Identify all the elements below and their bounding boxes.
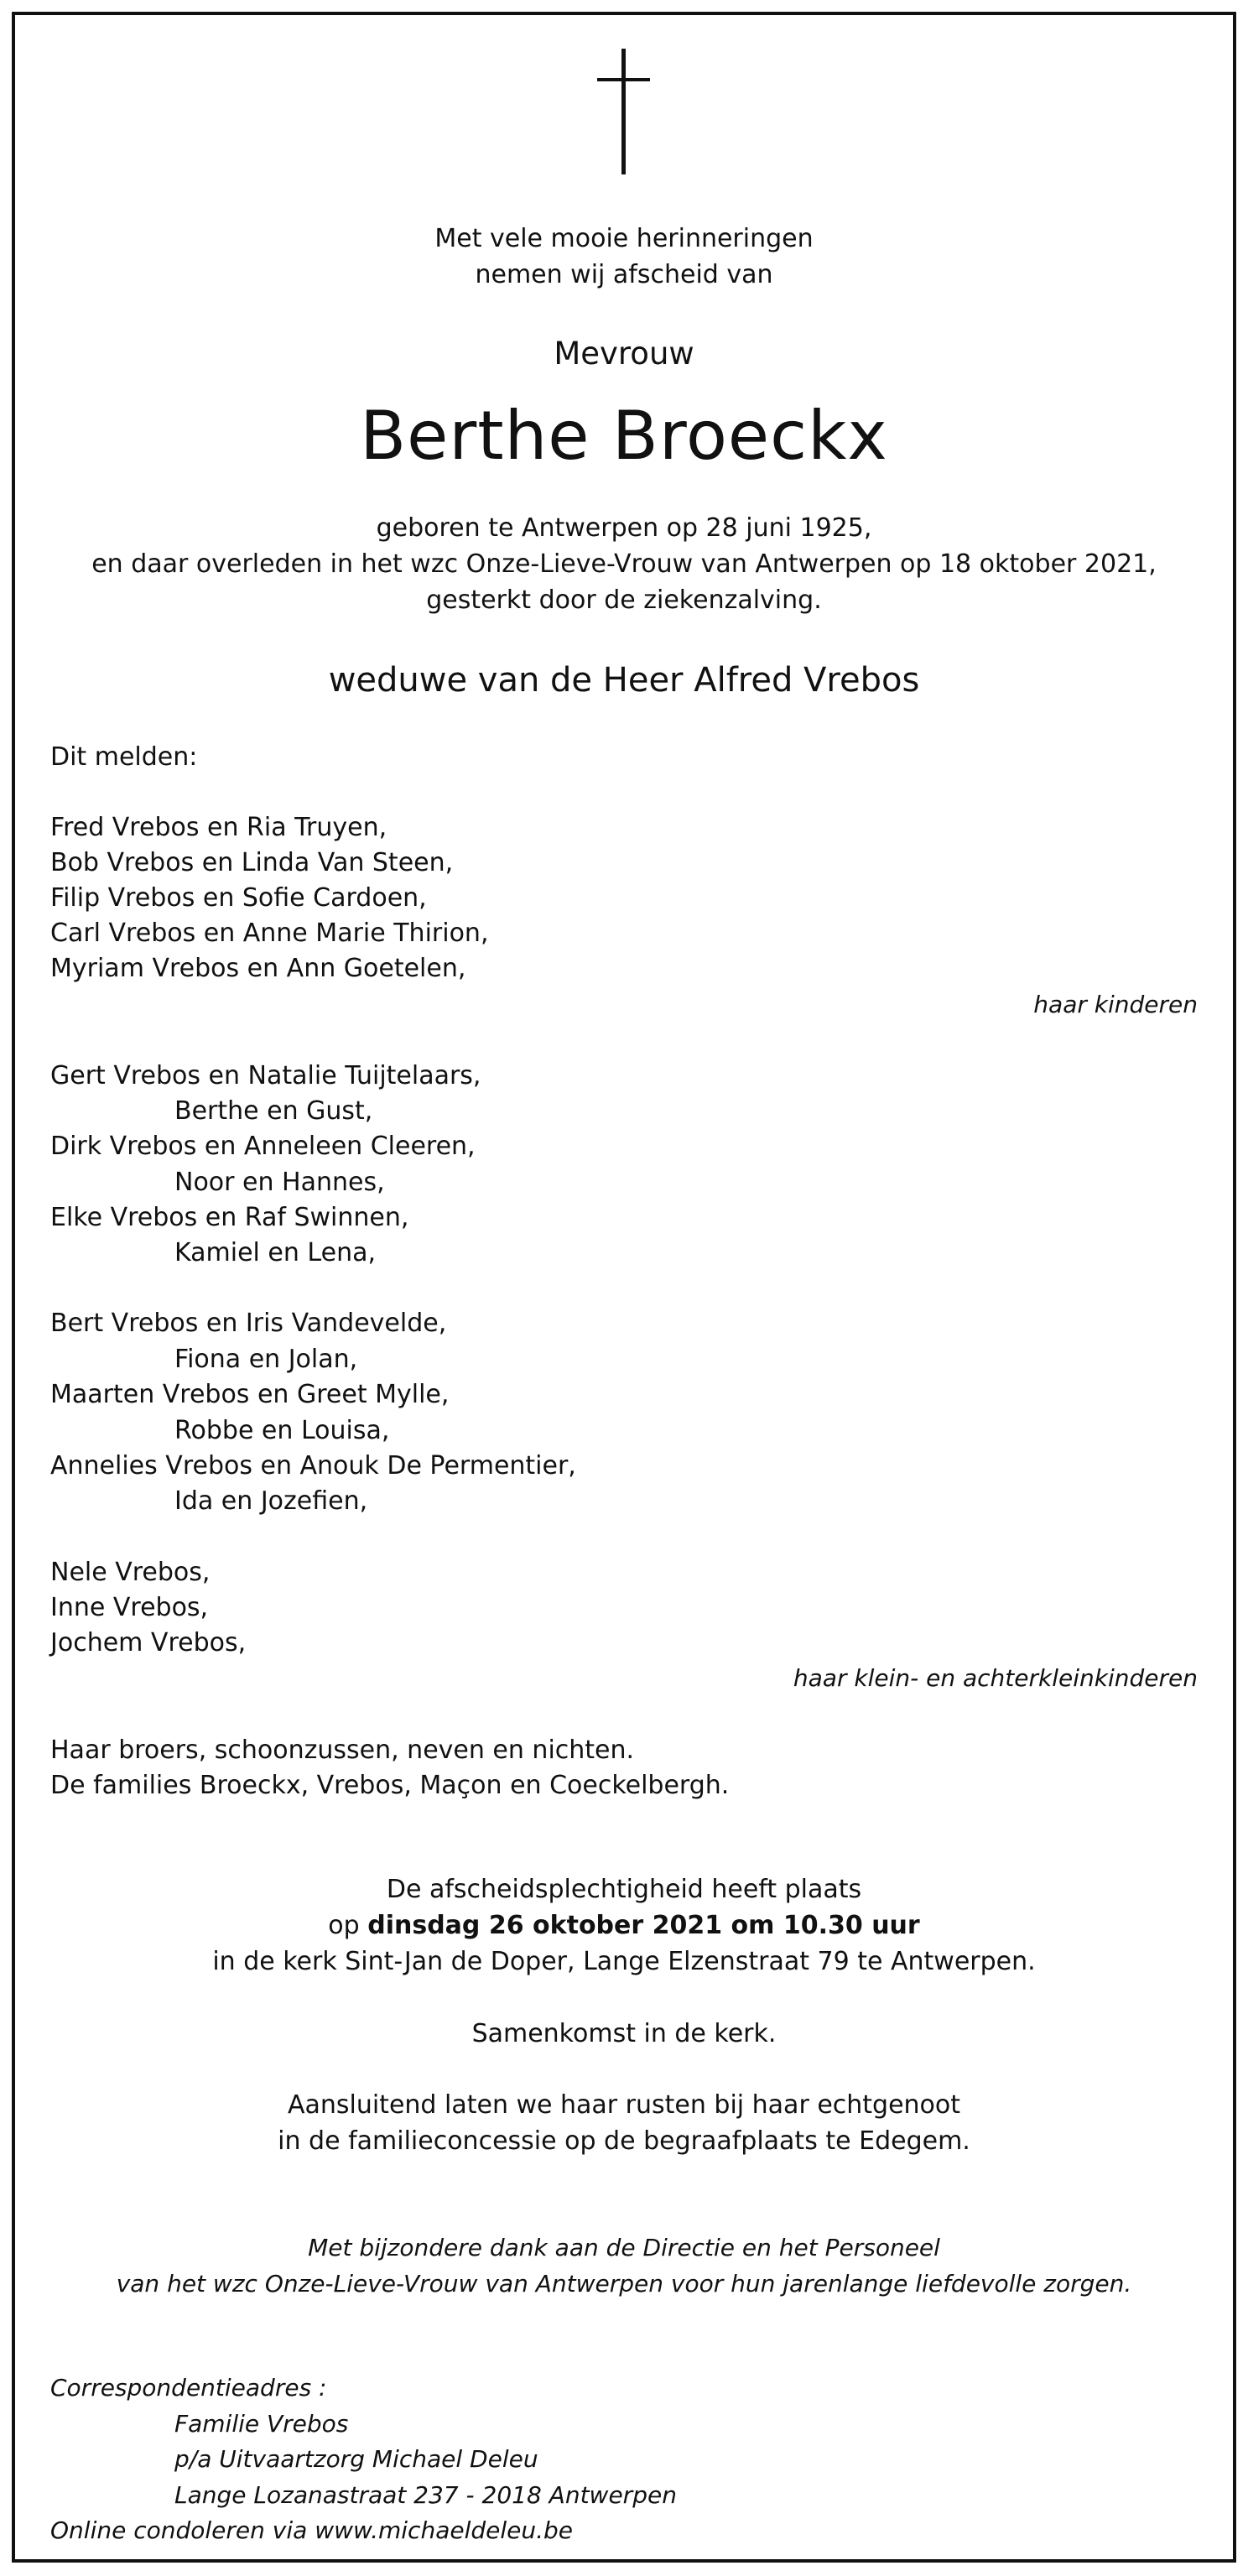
list-item: Ida en Jozefien, [174, 1486, 368, 1516]
burial-info [0, 2087, 1248, 2159]
list-item: Nele Vrebos, [50, 1558, 211, 1587]
ceremony-line-2 [0, 1907, 1248, 1944]
intro-text [0, 221, 1248, 293]
burial-line-2: in de familieconcessie op de begraafplaats te Edegem. [278, 2126, 970, 2156]
ceremony-info [0, 1871, 1248, 1980]
widow-line: weduwe van de Heer Alfred Vrebos [328, 661, 920, 700]
birth-line-3: gesterkt door de ziekenzalving. [426, 585, 822, 615]
online-condolence: Online condoleren via www.michaeldeleu.be [50, 2516, 574, 2544]
relatives [50, 1733, 729, 1803]
relatives-line-1: Haar broers, schoonzussen, neven en nichten. [50, 1736, 635, 1765]
list-item: Noor en Hannes, [174, 1168, 385, 1197]
ceremony-prefix: op [328, 1911, 360, 1940]
list-item: Fiona en Jolan, [174, 1345, 358, 1374]
intro-line-2: nemen wij afscheid van [475, 260, 773, 289]
gathering-note: Samenkomst in de kerk. [471, 2019, 777, 2048]
list-item: Dirk Vrebos en Anneleen Cleeren, [50, 1132, 476, 1161]
birth-death-info [0, 510, 1248, 618]
ceremony-line-1: De afscheidsplechtigheid heeft plaats [386, 1875, 862, 1904]
list-item: Kamiel en Lena, [174, 1238, 376, 1267]
thanks-note [0, 2230, 1248, 2302]
list-item: Berthe en Gust, [174, 1096, 373, 1126]
children-list [50, 810, 488, 986]
list-item: Bob Vrebos en Linda Van Steen, [50, 848, 454, 877]
list-item: Maarten Vrebos en Greet Mylle, [50, 1380, 450, 1409]
birth-line-2: en daar overleden in het wzc Onze-Lieve-Vrouw van Antwerpen op 18 oktober 2021, [91, 549, 1157, 579]
list-item: Myriam Vrebos en Ann Goetelen, [50, 954, 466, 983]
correspondence-line-1: Familie Vrebos [174, 2410, 349, 2438]
correspondence-line-2: p/a Uitvaartzorg Michael Deleu [174, 2445, 538, 2473]
list-item: Inne Vrebos, [50, 1593, 209, 1622]
correspondence-label: Correspondentieadres : [50, 2374, 327, 2402]
list-item: Bert Vrebos en Iris Vandevelde, [50, 1309, 447, 1338]
list-item: Robbe en Louisa, [174, 1416, 390, 1445]
birth-line-1: geboren te Antwerpen op 28 juni 1925, [376, 513, 872, 543]
intro-line-1: Met vele mooie herinneringen [434, 224, 814, 253]
grandchildren-label: haar klein- en achterkleinkinderen [793, 1664, 1198, 1692]
relatives-line-2: De families Broeckx, Vrebos, Maçon en Coeckelbergh. [50, 1771, 730, 1800]
list-item: Carl Vrebos en Anne Marie Thirion, [50, 919, 489, 948]
burial-line-1: Aansluitend laten we haar rusten bij haar echtgenoot [287, 2090, 961, 2120]
list-item: Jochem Vrebos, [50, 1628, 247, 1657]
ceremony-datetime: dinsdag 26 oktober 2021 om 10.30 uur [367, 1911, 920, 1940]
thanks-line-1: Met bijzondere dank aan de Directie en het Personeel [308, 2234, 940, 2261]
list-item: Fred Vrebos en Ria Truyen, [50, 813, 387, 842]
announce-label: Dit melden: [50, 742, 198, 772]
thanks-line-2: van het wzc Onze-Lieve-Vrouw van Antwerpen voor hun jarenlange liefdevolle zorgen. [116, 2270, 1132, 2298]
list-item: Gert Vrebos en Natalie Tuijtelaars, [50, 1061, 481, 1090]
children-label: haar kinderen [1033, 991, 1198, 1018]
deceased-name: Berthe Broeckx [360, 397, 888, 475]
list-item: Elke Vrebos en Raf Swinnen, [50, 1203, 409, 1232]
grandchildren-list [50, 1555, 246, 1661]
list-item: Annelies Vrebos en Anouk De Permentier, [50, 1451, 576, 1481]
correspondence-line-3: Lange Lozanastraat 237 - 2018 Antwerpen [174, 2481, 677, 2509]
salutation: Mevrouw [554, 336, 694, 372]
list-item: Filip Vrebos en Sofie Cardoen, [50, 883, 427, 913]
ceremony-line-3: in de kerk Sint-Jan de Doper, Lange Elzenstraat 79 te Antwerpen. [212, 1947, 1036, 1976]
